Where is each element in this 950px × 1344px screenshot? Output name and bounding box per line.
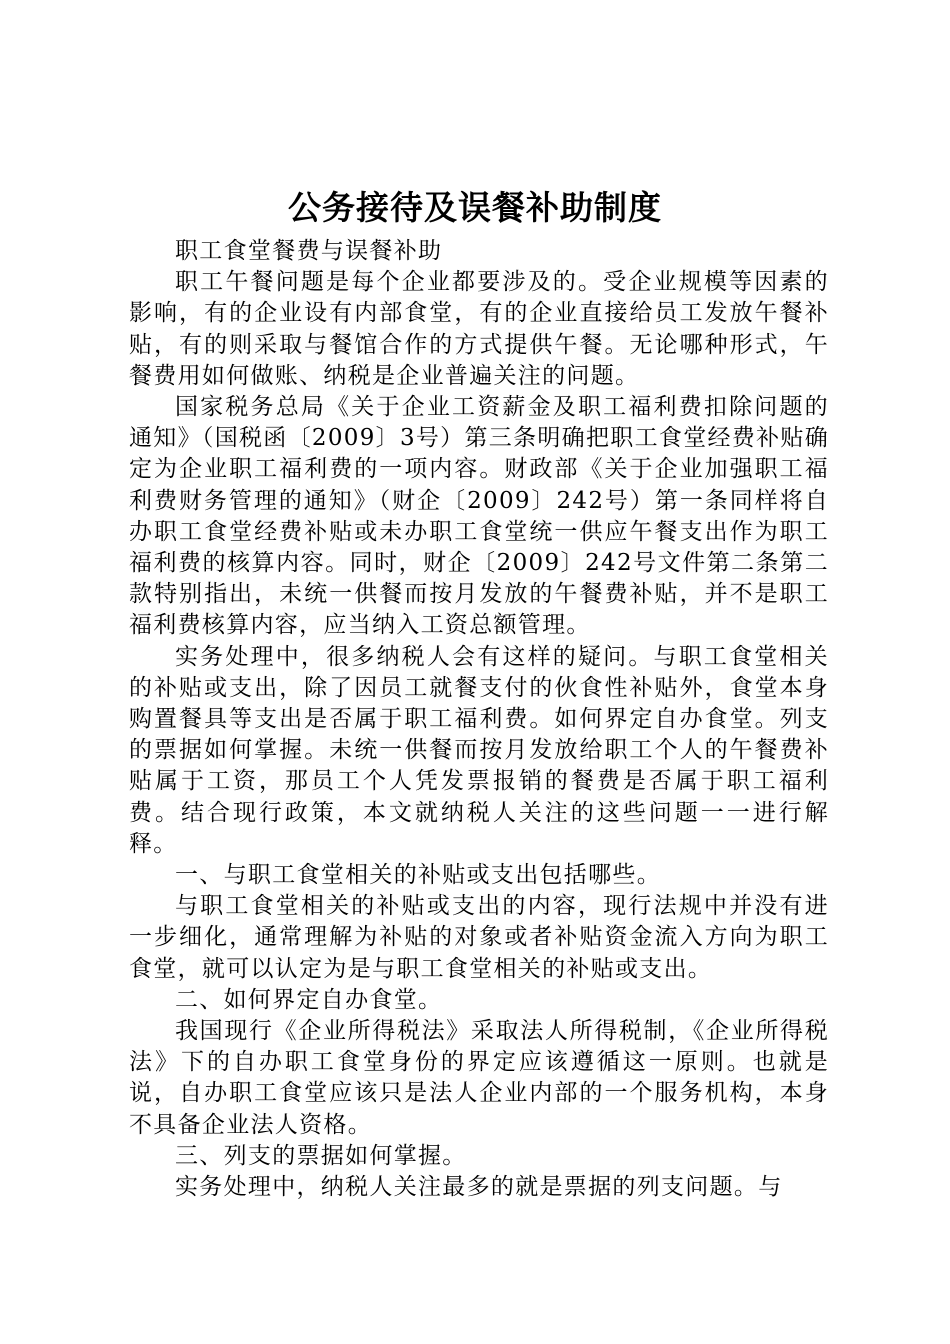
document-body <box>129 236 829 1203</box>
paragraph: 实务处理中，很多纳税人会有这样的疑问。与职工食堂相关的补贴或支出，除了因员工就餐支付的伙食性补贴外，食堂本身购置餐具等支出是否属于职工福利费。如何界定自办食堂。列支的票据如何掌握。未统一供餐而按月发放给职工个人的午餐费补贴属于工资，那员工个人凭发票报销的餐费是否属于职工福利费。结合现行政策，本文就纳税人关注的这些问题一一进行解释。 <box>129 643 829 857</box>
paragraph: 职工午餐问题是每个企业都要涉及的。受企业规模等因素的影响，有的企业设有内部食堂，有的企业直接给员工发放午餐补贴，有的则采取与餐馆合作的方式提供午餐。无论哪种形式，午餐费用如何做账、纳税是企业普遍关注的问题。 <box>129 269 829 389</box>
section-heading: 二、如何界定自办食堂。 <box>175 986 443 1013</box>
section-heading: 三、列支的票据如何掌握。 <box>175 1142 467 1169</box>
document-title: 公务接待及误餐补助制度 <box>288 188 662 227</box>
paragraph: 职工食堂餐费与误餐补助 <box>175 238 443 264</box>
paragraph: 与职工食堂相关的补贴或支出的内容，现行法规中并没有进一步细化，通常理解为补贴的对象或者补贴资金流入方向为职工食堂，就可以认定为是与职工食堂相关的补贴或支出。 <box>129 893 829 982</box>
paragraph: 我国现行《企业所得税法》采取法人所得税制，《企业所得税法》下的自办职工食堂身份的界定应该遵循这一原则。也就是说，自办职工食堂应该只是法人企业内部的一个服务机构，本身不具备企业法人资格。 <box>129 1018 829 1138</box>
paragraph: 实务处理中，纳税人关注最多的就是票据的列支问题。与 <box>175 1174 783 1201</box>
paragraph: 国家税务总局《关于企业工资薪金及职工福利费扣除问题的通知》（国税函〔2009〕3号）第三条明确把职工食堂经费补贴确定为企业职工福利费的一项内容。财政部《关于企业加强职工福利费财务管理的通知》（财企〔2009〕242号）第一条同样将自办职工食堂经费补贴或未办职工食堂统一供应午餐支出作为职工福利费的核算内容。同时，财企〔2009〕242号文件第二条第二款特别指出，未统一供餐而按月发放的午餐费补贴，并不是职工福利费核算内容，应当纳入工资总额管理。 <box>129 394 829 639</box>
section-heading: 一、与职工食堂相关的补贴或支出包括哪些。 <box>175 862 661 889</box>
